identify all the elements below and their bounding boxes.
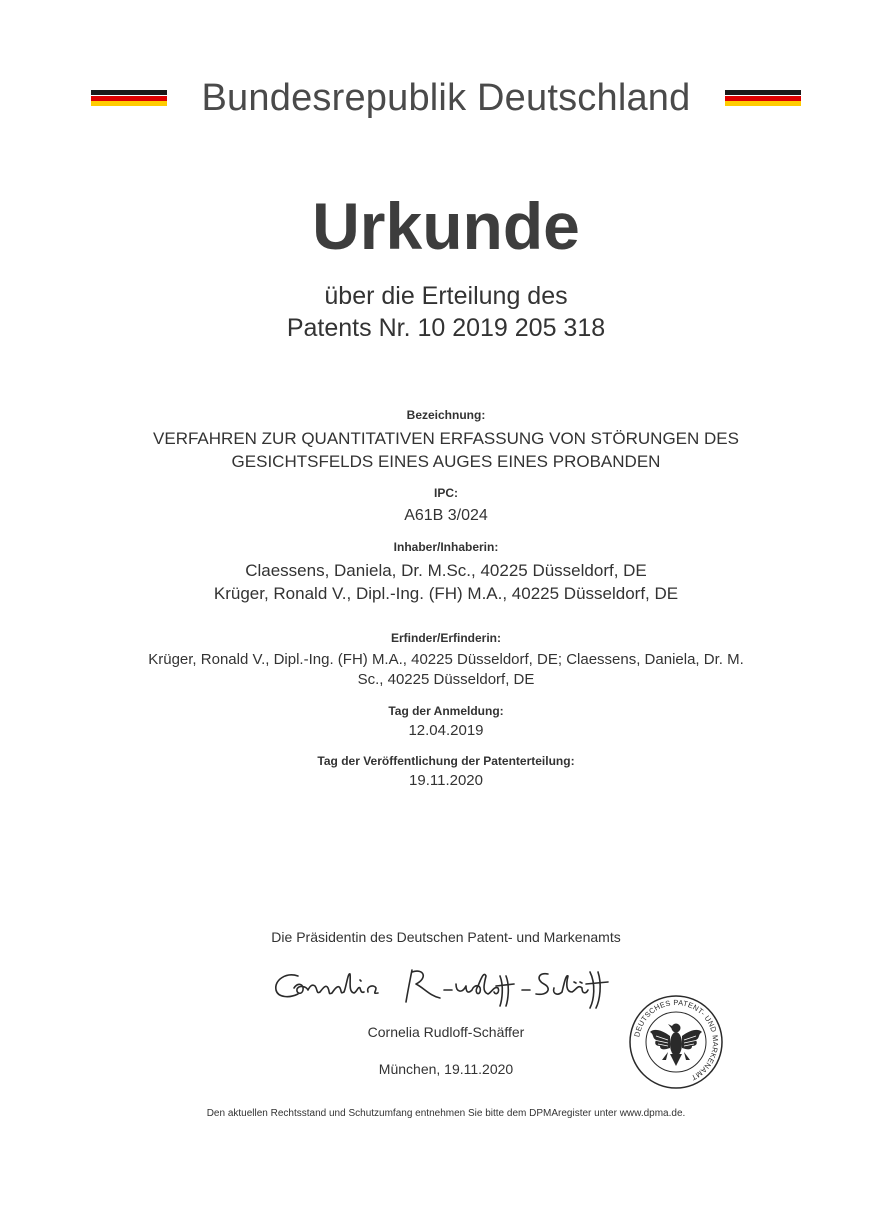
filing-label: Tag der Anmeldung:: [388, 704, 504, 718]
filing-date: 12.04.2019: [408, 722, 484, 739]
flag-stripe-black: [725, 90, 801, 95]
header: [0, 72, 892, 124]
federal-eagle-seal-icon: [628, 994, 724, 1090]
designation-line-1: VERFAHREN ZUR QUANTITATIVEN ERFASSUNG VON STÖRUNGEN DES: [153, 429, 739, 448]
designation-label: Bezeichnung:: [406, 408, 486, 422]
document-subtitle: [0, 280, 892, 344]
patent-number-line: Patents Nr. 10 2019 205 318: [286, 314, 606, 342]
flag-stripe-red: [725, 96, 801, 101]
country-title: Bundesrepublik Deutschland: [201, 77, 691, 119]
owner-section: [0, 539, 892, 605]
owner-line-2: Krüger, Ronald V., Dipl.-Ing. (FH) M.A., 40225 Düsseldorf, DE: [213, 584, 679, 603]
publication-section: [0, 753, 892, 791]
subtitle-line-1: über die Erteilung des: [324, 282, 568, 310]
designation-section: [0, 407, 892, 473]
flag-stripe-gold: [725, 101, 801, 106]
inventor-section: [0, 630, 892, 690]
document-title: Urkunde: [312, 189, 580, 263]
owner-label: Inhaber/Inhaberin:: [393, 540, 499, 554]
inventor-line-2: Sc., 40225 Düsseldorf, DE: [357, 671, 535, 688]
inventor-line-1: Krüger, Ronald V., Dipl.-Ing. (FH) M.A., 40225 Düsseldorf, DE; Claessens, Daniela, Dr. M.: [148, 651, 744, 668]
handwritten-signature: [268, 962, 613, 1012]
ipc-section: [0, 485, 892, 526]
ipc-label: IPC:: [434, 486, 458, 500]
inventor-label: Erfinder/Erfinderin:: [390, 631, 501, 645]
publication-label: Tag der Veröffentlichung der Patenterteilung:: [317, 754, 575, 768]
owner-line-1: Claessens, Daniela, Dr. M.Sc., 40225 Düsseldorf, DE: [245, 561, 647, 580]
signer-name: Cornelia Rudloff-Schäffer: [367, 1024, 525, 1040]
seal-text: DEUTSCHES PATENT- UND MARKENAMT: [632, 997, 721, 1083]
filing-section: [0, 703, 892, 741]
ipc-value: A61B 3/024: [404, 507, 488, 524]
designation-line-2: GESICHTSFELDS EINES AUGES EINES PROBANDEN: [231, 452, 661, 471]
footer-note: Den aktuellen Rechtsstand und Schutzumfang entnehmen Sie bitte dem DPMAregister unter www.dpma.de.: [206, 1108, 686, 1119]
place-date: München, 19.11.2020: [378, 1061, 514, 1077]
german-flag-right: [725, 90, 801, 106]
publication-date: 19.11.2020: [409, 772, 483, 789]
office-title: Die Präsidentin des Deutschen Patent- und Markenamts: [271, 929, 621, 945]
